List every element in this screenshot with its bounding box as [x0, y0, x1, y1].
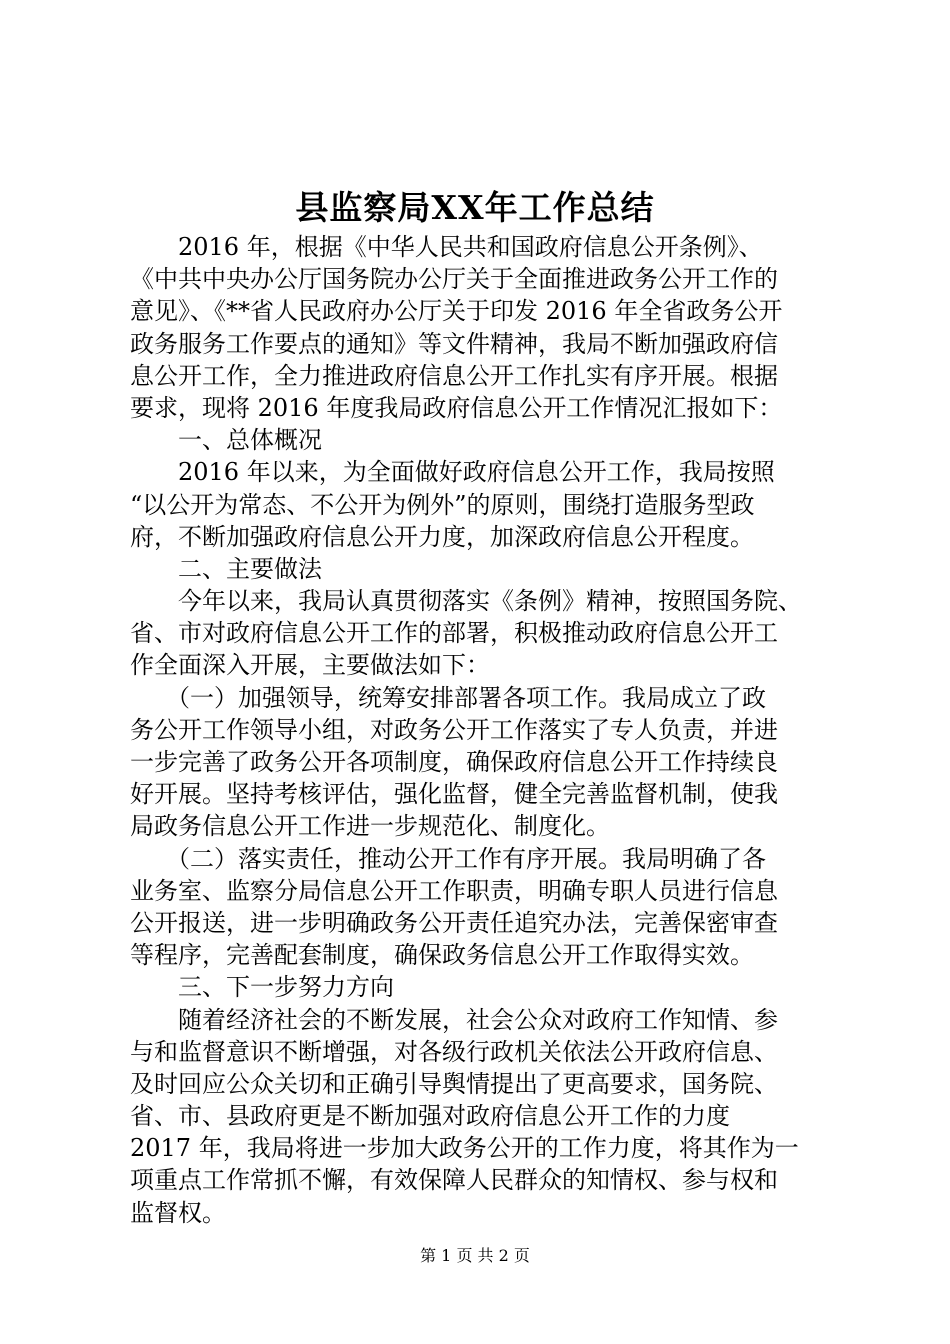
body-text-line: 随着经济社会的不断发展，社会公众对政府工作知情、参	[130, 1005, 778, 1034]
body-text-line: 作全面深入开展，主要做法如下：	[130, 651, 490, 680]
body-text-line: 及时回应公众关切和正确引导舆情提出了更高要求，国务院、	[130, 1069, 778, 1098]
body-text-line: 等程序，完善配套制度，确保政务信息公开工作取得实效。	[130, 941, 754, 970]
body-text-line: 一、总体概况	[130, 426, 322, 455]
body-text-line: 2017 年，我局将进一步加大政务公开的工作力度，将其作为一	[130, 1134, 799, 1163]
body-text-line: 省、市对政府信息公开工作的部署，积极推动政府信息公开工	[130, 619, 778, 648]
body-text-line: 《中共中央办公厅国务院办公厅关于全面推进政务公开工作的	[130, 265, 778, 294]
body-text-line: （二）落实责任，推动公开工作有序开展。我局明确了各	[130, 844, 766, 873]
body-text-line: 好开展。坚持考核评估，强化监督，健全完善监督机制，使我	[130, 780, 778, 809]
body-text-line: 公开报送，进一步明确政务公开责任追究办法，完善保密审查	[130, 908, 778, 937]
body-text-line: 府，不断加强政府信息公开力度，加深政府信息公开程度。	[130, 522, 754, 551]
body-text-line: 息公开工作，全力推进政府信息公开工作扎实有序开展。根据	[130, 361, 778, 390]
body-text-line: 2016 年以来，为全面做好政府信息公开工作，我局按照	[130, 458, 775, 487]
body-text-line: 项重点工作常抓不懈，有效保障人民群众的知情权、参与权和	[130, 1166, 778, 1195]
body-text-line: “以公开为常态、不公开为例外”的原则，围绕打造服务型政	[130, 490, 755, 519]
body-text-line: 一步完善了政务公开各项制度，确保政府信息公开工作持续良	[130, 748, 778, 776]
page-footer: 第 1 页 共 2 页	[420, 1246, 530, 1265]
body-text-line: （一）加强领导，统筹安排部署各项工作。我局成立了政	[130, 683, 766, 712]
body-text-line: 2016 年，根据《中华人民共和国政府信息公开条例》、	[130, 233, 763, 261]
body-text-line: 局政务信息公开工作进一步规范化、制度化。	[130, 812, 610, 841]
body-text-line: 意见》、《**省人民政府办公厅关于印发 2016 年全省政务公开	[130, 297, 783, 326]
body-text-line: 今年以来，我局认真贯彻落实《条例》精神，按照国务院、	[130, 587, 802, 616]
body-text-line: 政务服务工作要点的通知》等文件精神，我局不断加强政府信	[130, 329, 778, 358]
body-text-line: 与和监督意识不断增强，对各级行政机关依法公开政府信息、	[130, 1037, 778, 1066]
body-text-line: 要求，现将 2016 年度我局政府信息公开工作情况汇报如下：	[130, 393, 783, 422]
document-title: 县监察局XX年工作总结	[295, 188, 655, 227]
body-text-line: 二、主要做法	[130, 554, 322, 583]
body-text-line: 业务室、监察分局信息公开工作职责，明确专职人员进行信息	[130, 876, 778, 905]
document-body	[130, 231, 830, 1229]
body-text-line: 务公开工作领导小组，对政务公开工作落实了专人负责，并进	[130, 715, 778, 744]
body-text-line: 三、下一步努力方向	[130, 973, 394, 1002]
body-text-line: 监督权。	[130, 1198, 226, 1227]
body-text-line: 省、市、县政府更是不断加强对政府信息公开工作的力度	[130, 1102, 730, 1131]
